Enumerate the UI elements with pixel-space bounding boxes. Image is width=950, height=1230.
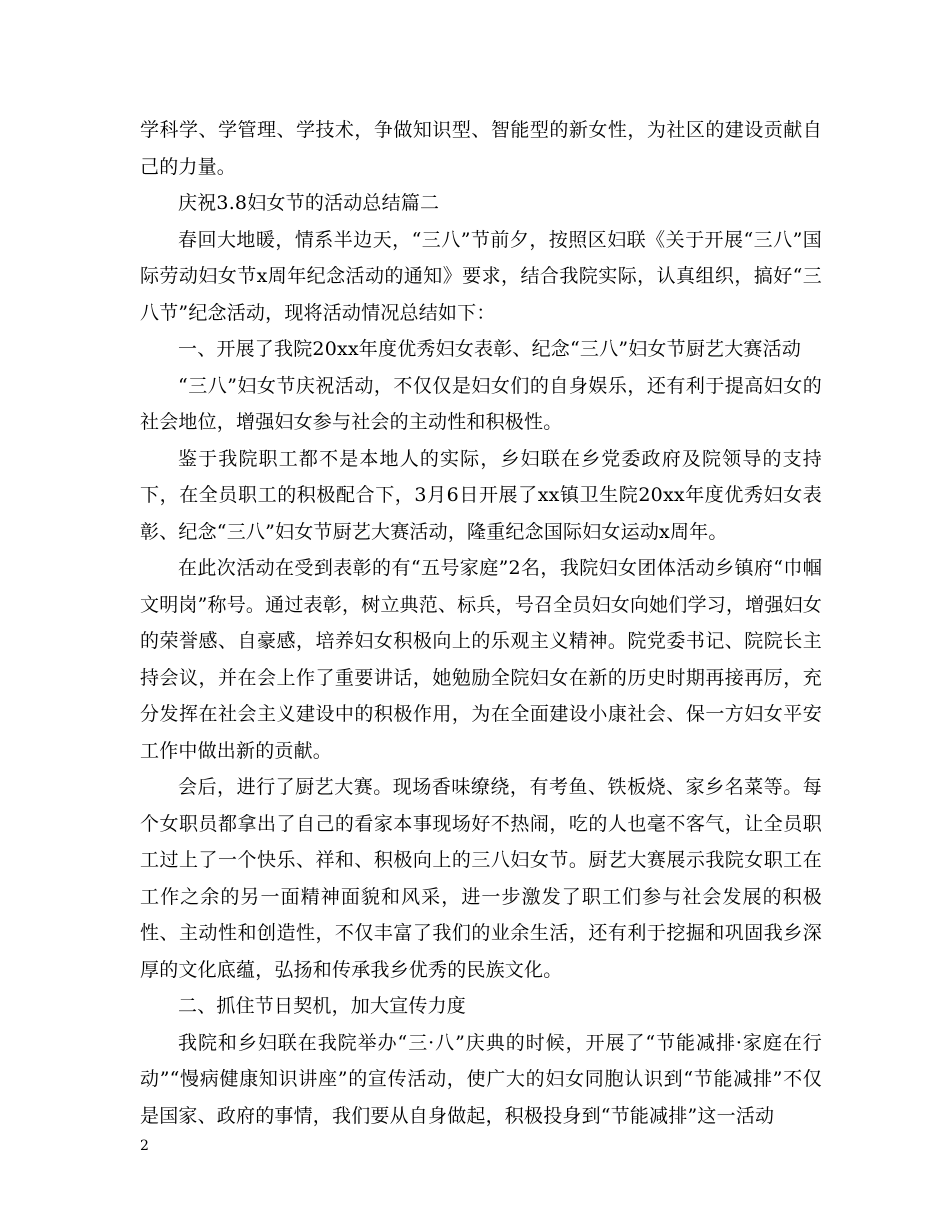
paragraph: 鉴于我院职工都不是本地人的实际，乡妇联在乡党委政府及院领导的支持下，在全员职工的积极配合下，3月6日开展了xx镇卫生院20xx年度优秀妇女表彰、纪念“三八”妇女节厨艺大赛活动，隆重纪念国际妇女运动x周年。 (140, 447, 822, 543)
paragraph: 春回大地暖，情系半边天，“三八”节前夕，按照区妇联《关于开展“三八”国际劳动妇女节x周年纪念活动的通知》要求，结合我院实际，认真组织，搞好“三八节”纪念活动，现将活动情况总结如下： (140, 228, 822, 324)
paragraph: “三八”妇女节庆祝活动，不仅仅是妇女们的自身娱乐，还有利于提高妇女的社会地位，增强妇女参与社会的主动性和积极性。 (140, 374, 822, 433)
paragraph: 在此次活动在受到表彰的有“五号家庭”2名，我院妇女团体活动乡镇府“巾帼文明岗”称号。通过表彰，树立典范、标兵，号召全员妇女向她们学习，增强妇女的荣誉感、自豪感，培养妇女积极向上的乐观主义精神。院党委书记、院院长主持会议，并在会上作了重要讲话，她勉励全院妇女在新的历史时期再接再厉，充分发挥在社会主义建设中的积极作用，为在全面建设小康社会、保一方妇女平安工作中做出新的贡献。 (140, 557, 822, 762)
section-heading: 庆祝3.8妇女节的活动总结篇二 (178, 192, 440, 214)
paragraph: 学科学、学管理、学技术，争做知识型、智能型的新女性，为社区的建设贡献自己的力量。 (140, 119, 822, 178)
paragraph: 我院和乡妇联在我院举办“三·八”庆典的时候，开展了“节能减排·家庭在行动”“慢病健康知识讲座”的宣传活动，使广大的妇女同胞认识到“节能减排”不仅是国家、政府的事情，我们要从自身做起，积极投身到“节能减排”这一活动 (140, 1031, 822, 1127)
page-number: 2 (140, 1138, 149, 1154)
section-heading: 一、开展了我院20xx年度优秀妇女表彰、纪念“三八”妇女节厨艺大赛活动 (178, 338, 802, 360)
document-body (140, 112, 822, 1134)
paragraph: 会后，进行了厨艺大赛。现场香味缭绕，有考鱼、铁板烧、家乡名菜等。每个女职员都拿出了自己的看家本事现场好不热闹，吃的人也毫不客气，让全员职工过上了一个快乐、祥和、积极向上的三八妇女节。厨艺大赛展示我院女职工在工作之余的另一面精神面貌和风采，进一步激发了职工们参与社会发展的积极性、主动性和创造性，不仅丰富了我们的业余生活，还有利于挖掘和巩固我乡深厚的文化底蕴，弘扬和传承我乡优秀的民族文化。 (140, 776, 822, 981)
section-heading: 二、抓住节日契机，加大宣传力度 (178, 995, 467, 1017)
